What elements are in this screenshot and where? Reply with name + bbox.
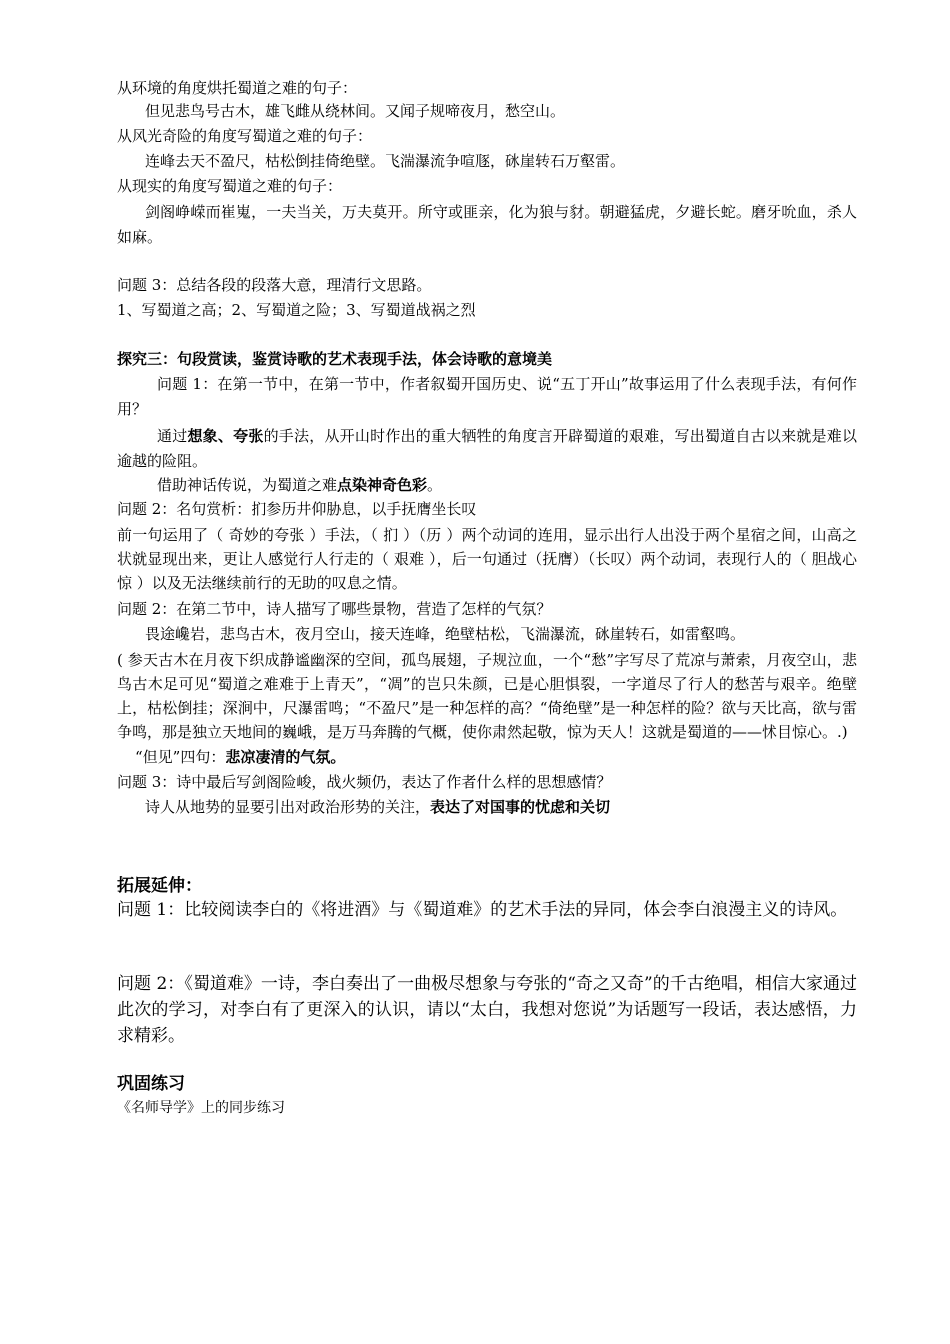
q3-title: 问题 3：总结各段的段落大意，理清行文思路。 xyxy=(117,276,432,294)
explore-q3: 问题 3：诗中最后写剑阁险峻，战火频仍，表达了作者什么样的思想感情？ xyxy=(117,773,612,791)
explore-a3 xyxy=(117,796,857,819)
explore-a1b xyxy=(117,474,857,497)
env-label: 从环境的角度烘托蜀道之难的句子： xyxy=(117,79,358,97)
explore-a2: 前一句运用了（ 奇妙的夸张 ）手法，（ 扪 ）（历 ）两个动词的连用，显示出行人出没于两个星宿之间，山高之状就显现出来，更让人感觉行人行走的（ 艰难 ），后一句通过（抚膺）（长叹）两个动词，表现行人的（ 胆战心惊 ）以及无法继续前行的无助的叹息之情。 xyxy=(117,526,857,592)
extension-q2: 问题 2：《蜀道难》一诗，李白奏出了一曲极尽想象与夸张的“奇之又奇”的千古绝唱，相信大家通过此次的学习，对李白有了更深入的认识，请以“太白，我想对您说”为话题写一段话，表达感悟，力求精彩。 xyxy=(117,974,857,1046)
explore-a1b-pre: 借助神话传说，为蜀道之难 xyxy=(157,476,338,494)
q3-answer: 1、写蜀道之高；2、写蜀道之险；3、写蜀道战祸之烈 xyxy=(117,301,476,319)
explore-a1-bold: 想象、夸张 xyxy=(187,427,264,445)
practice-text: 《名师导学》上的同步练习 xyxy=(117,1100,285,1116)
extension-title: 拓展延伸： xyxy=(117,876,202,896)
explore-a1-pre: 通过 xyxy=(157,427,188,445)
explore-a2c: ( 参天古木在月夜下织成静谧幽深的空间，孤鸟展翅，子规泣血，一个“愁”字写尽了荒凉与萧索，月夜空山，悲鸟古木足可见“蜀道之难难于上青天”，“凋”的岂只朱颜，已是心胆惧裂，一字道尽了行人的愁苦与艰辛。绝壁上，枯松倒挂；深涧中，尺瀑雷鸣；“不盈尺”是一种怎样的高？“倚绝壁”是一种怎样的险？欲与天比高，欲与雷争鸣，那是独立天地间的巍峨，是万马奔腾的气概，使你肃然起敬，惊为天人！这就是蜀道的——怵目惊心。.) xyxy=(117,651,857,741)
explore-q2: 问题 2：名句赏析：扪参历井仰胁息，以手抚膺坐长叹 xyxy=(117,500,477,518)
explore-title: 探究三：句段赏读，鉴赏诗歌的艺术表现手法，体会诗歌的意境美 xyxy=(117,350,553,368)
scene-quote: 连峰去天不盈尺，枯松倒挂倚绝壁。飞湍瀑流争喧豗，砯崖转石万壑雷。 xyxy=(145,152,626,170)
practice-title: 巩固练习 xyxy=(117,1074,185,1094)
explore-a2d xyxy=(117,746,857,769)
reality-label: 从现实的角度写蜀道之难的句子： xyxy=(117,177,343,195)
scene-label: 从风光奇险的角度写蜀道之难的句子： xyxy=(117,127,373,145)
explore-a1b-bold: 点染神奇色彩 xyxy=(337,476,428,494)
explore-a2d-bold: 悲凉凄清的气氛。 xyxy=(225,748,346,766)
explore-q1: 问题 1：在第一节中，在第一节中，作者叙蜀开国历史、说“五丁开山”故事运用了什么表现手法，有何作用？ xyxy=(117,375,857,418)
explore-a3-pre: 诗人从地势的显要引出对政治形势的关注， xyxy=(145,798,431,816)
extension-q1: 问题 1：比较阅读李白的《将进酒》与《蜀道难》的艺术手法的异同，体会李白浪漫主义的诗风。 xyxy=(117,900,848,920)
explore-a1 xyxy=(117,424,857,474)
reality-quote: 剑阁峥嵘而崔嵬，一夫当关，万夫莫开。所守或匪亲，化为狼与豺。朝避猛虎，夕避长蛇。磨牙吮血，杀人如麻。 xyxy=(117,203,857,246)
explore-a3-bold: 表达了对国事的忧虑和关切 xyxy=(430,798,611,816)
env-quote: 但见悲鸟号古木，雄飞雌从绕林间。又闻子规啼夜月，愁空山。 xyxy=(145,102,566,120)
explore-a2d-pre: “但见”四句： xyxy=(135,748,226,766)
explore-q2b: 问题 2：在第二节中，诗人描写了哪些景物，营造了怎样的气氛？ xyxy=(117,600,552,618)
explore-a1-post: 的手法，从开山时作出的重大牺牲的角度言开辟蜀道的艰难，写出蜀道自古以来就是难以逾越的险阻。 xyxy=(117,427,857,470)
explore-a2b: 畏途巉岩，悲鸟古木，夜月空山，接天连峰，绝壁枯松，飞湍瀑流，砯崖转石，如雷壑鸣。 xyxy=(145,625,746,643)
explore-a1b-post: 。 xyxy=(427,476,443,494)
